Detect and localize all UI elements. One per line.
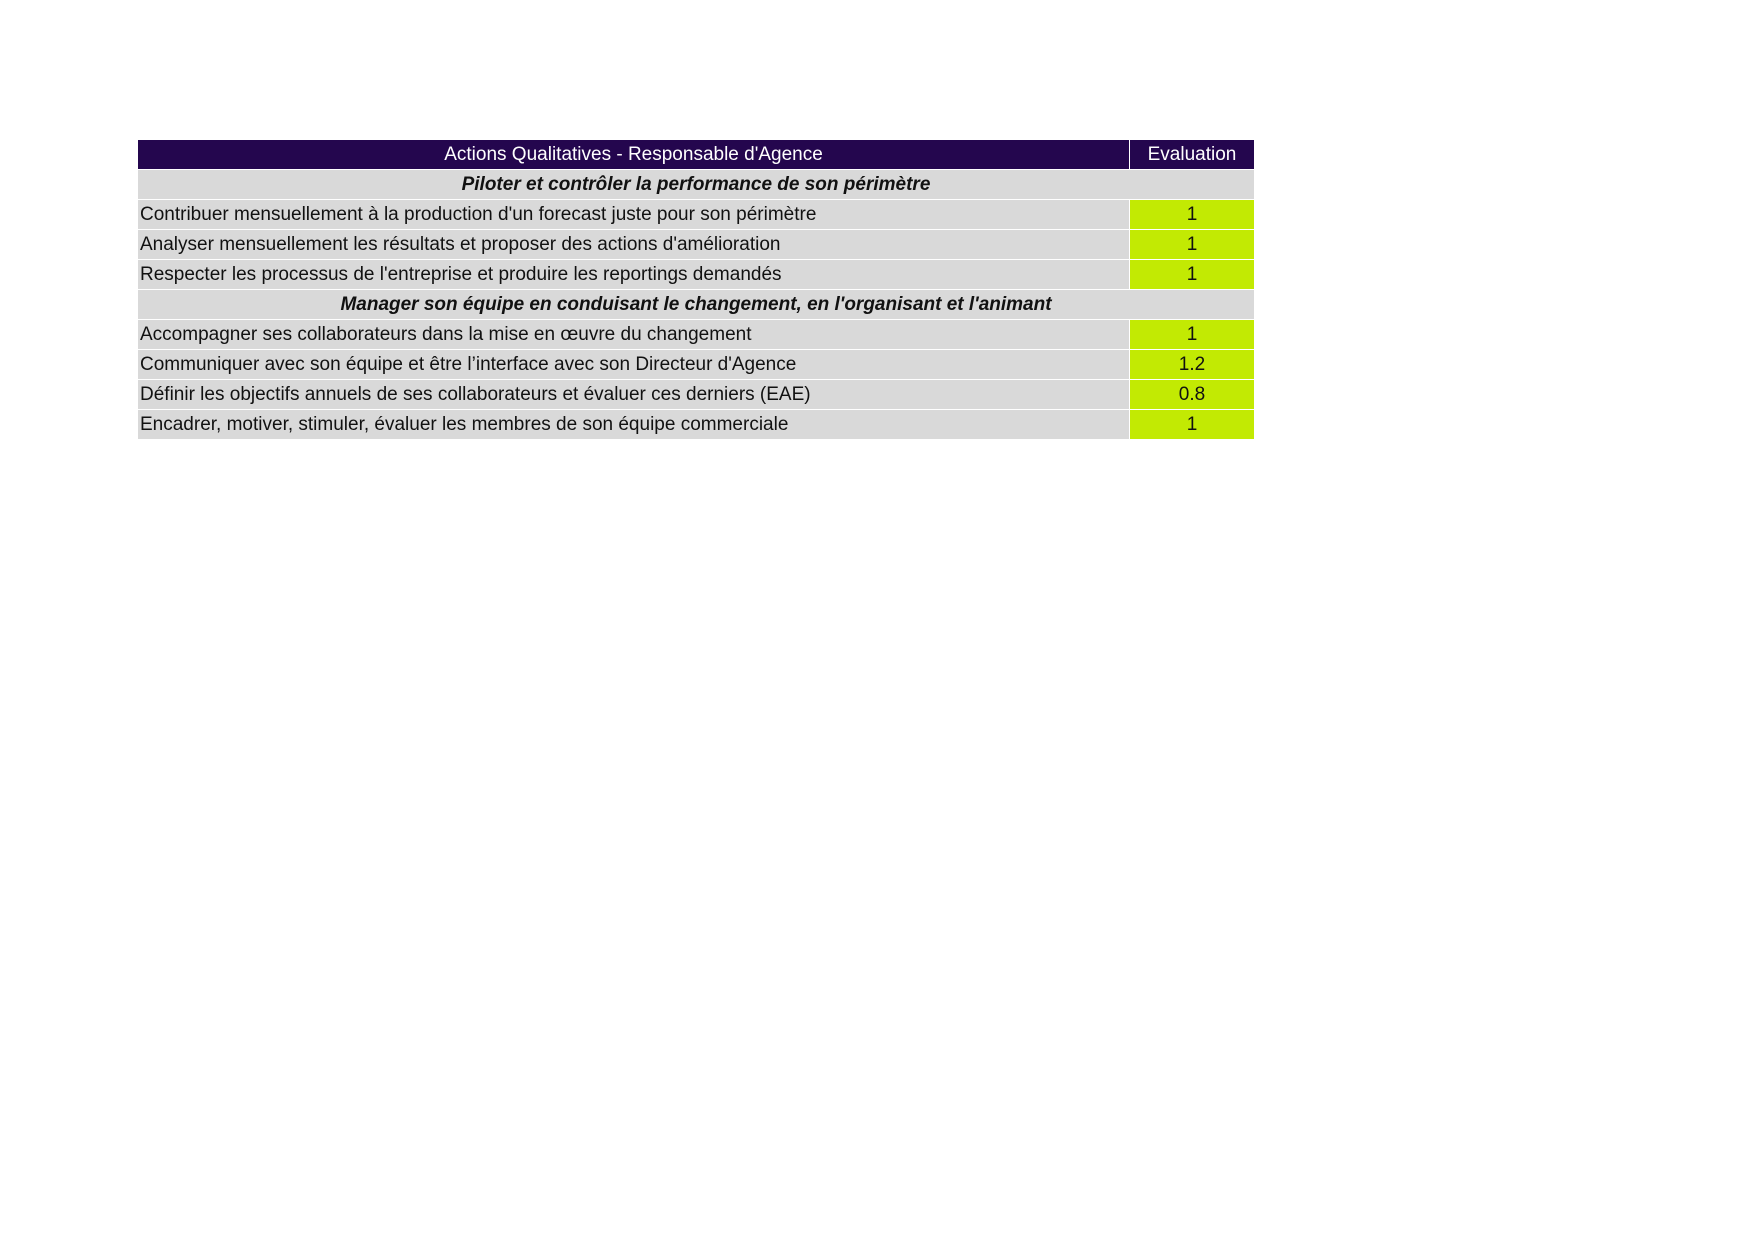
evaluation-cell[interactable]: 0.8 [1130, 380, 1255, 410]
section-title-cell[interactable]: Manager son équipe en conduisant le changement, en l'organisant et l'animant [138, 290, 1255, 320]
action-cell[interactable]: Communiquer avec son équipe et être l’interface avec son Directeur d'Agence [138, 350, 1130, 380]
table-row [138, 410, 1255, 440]
section-row [138, 170, 1255, 200]
table-row [138, 230, 1255, 260]
table-header-row [138, 140, 1255, 170]
evaluation-cell[interactable]: 1.2 [1130, 350, 1255, 380]
table-row [138, 350, 1255, 380]
section-row [138, 290, 1255, 320]
action-cell[interactable]: Analyser mensuellement les résultats et proposer des actions d'amélioration [138, 230, 1130, 260]
evaluation-cell[interactable]: 1 [1130, 410, 1255, 440]
qualitative-actions-table [137, 139, 1255, 440]
header-evaluation-cell[interactable]: Evaluation [1130, 140, 1255, 170]
evaluation-cell[interactable]: 1 [1130, 230, 1255, 260]
header-actions-cell[interactable]: Actions Qualitatives - Responsable d'Agence [138, 140, 1130, 170]
action-cell[interactable]: Encadrer, motiver, stimuler, évaluer les membres de son équipe commerciale [138, 410, 1130, 440]
table-row [138, 260, 1255, 290]
action-cell[interactable]: Définir les objectifs annuels de ses collaborateurs et évaluer ces derniers (EAE) [138, 380, 1130, 410]
evaluation-cell[interactable]: 1 [1130, 260, 1255, 290]
action-cell[interactable]: Accompagner ses collaborateurs dans la mise en œuvre du changement [138, 320, 1130, 350]
table-row [138, 200, 1255, 230]
evaluation-cell[interactable]: 1 [1130, 320, 1255, 350]
evaluation-cell[interactable]: 1 [1130, 200, 1255, 230]
table-row [138, 380, 1255, 410]
table-row [138, 320, 1255, 350]
action-cell[interactable]: Contribuer mensuellement à la production d'un forecast juste pour son périmètre [138, 200, 1130, 230]
section-title-cell[interactable]: Piloter et contrôler la performance de son périmètre [138, 170, 1255, 200]
action-cell[interactable]: Respecter les processus de l'entreprise et produire les reportings demandés [138, 260, 1130, 290]
